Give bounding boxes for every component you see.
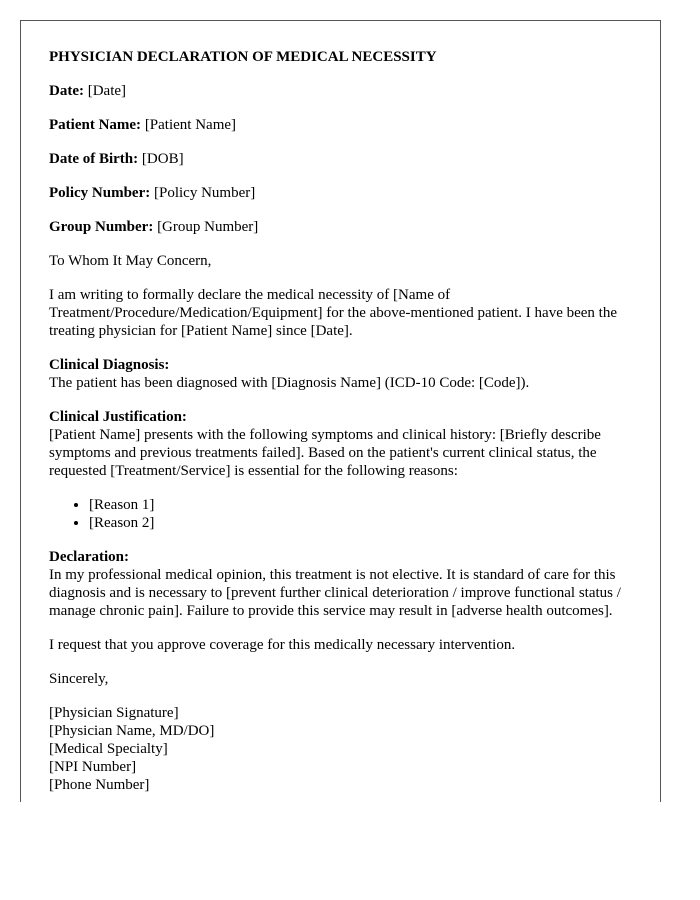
signature-line: [Physician Name, MD/DO]: [49, 723, 215, 739]
declaration-section: [49, 548, 639, 620]
list-item: • [Reason 1]: [89, 496, 639, 514]
section-heading: Declaration:: [49, 549, 129, 565]
field-value: [Date]: [87, 83, 127, 99]
field-value: [Patient Name]: [144, 117, 237, 133]
field-label: Group Number:: [49, 219, 154, 235]
document-page: [20, 20, 661, 802]
justification-text: [Patient Name] presents with the following symptoms and clinical history: [Briefly describe symptoms and previous treatments failed]. Based on the patient's current clinical status, the requested [Treatment/Service] is essential for the following reasons:: [49, 427, 601, 479]
diagnosis-section: [49, 356, 639, 392]
declaration-text: In my professional medical opinion, this treatment is not elective. It is standard of care for this diagnosis and is necessary to [prevent further clinical deterioration / improve functional status / manage chronic pain]. Failure to provide this service may result in [adverse health outcomes].: [49, 567, 621, 619]
justification-section: [49, 408, 639, 480]
signature-line: [Phone Number]: [49, 777, 150, 793]
intro-paragraph: I am writing to formally declare the medical necessity of [Name of Treatment/Procedure/Medication/Equipment] for the above-mentioned patient. I have been the treating physician for [Patient Name] since [Date].: [49, 287, 618, 339]
field-value: [Policy Number]: [153, 185, 256, 201]
field-date-of-birth: [49, 150, 639, 168]
document-title: PHYSICIAN DECLARATION OF MEDICAL NECESSITY: [49, 49, 437, 65]
signature-line: [Physician Signature]: [49, 705, 179, 721]
field-label: Date of Birth:: [49, 151, 139, 167]
field-label: Policy Number:: [49, 185, 151, 201]
section-heading: Clinical Justification:: [49, 409, 187, 425]
closing: Sincerely,: [49, 671, 109, 687]
document-content: [49, 48, 639, 794]
field-policy-number: [49, 184, 639, 202]
signature-line: [Medical Specialty]: [49, 741, 168, 757]
field-label: Date:: [49, 83, 84, 99]
field-value: [Group Number]: [157, 219, 259, 235]
section-heading: Clinical Diagnosis:: [49, 357, 170, 373]
field-label: Patient Name:: [49, 117, 142, 133]
field-value: [DOB]: [141, 151, 184, 167]
field-date: [49, 82, 639, 100]
salutation: To Whom It May Concern,: [49, 253, 212, 269]
field-group-number: [49, 218, 639, 236]
signature-block: [49, 704, 639, 794]
list-item: • [Reason 2]: [89, 514, 639, 532]
reasons-list: [49, 496, 639, 532]
field-patient-name: [49, 116, 639, 134]
diagnosis-text: The patient has been diagnosed with [Diagnosis Name] (ICD-10 Code: [Code]).: [49, 375, 530, 391]
request-paragraph: I request that you approve coverage for this medically necessary intervention.: [49, 637, 516, 653]
signature-line: [NPI Number]: [49, 759, 137, 775]
